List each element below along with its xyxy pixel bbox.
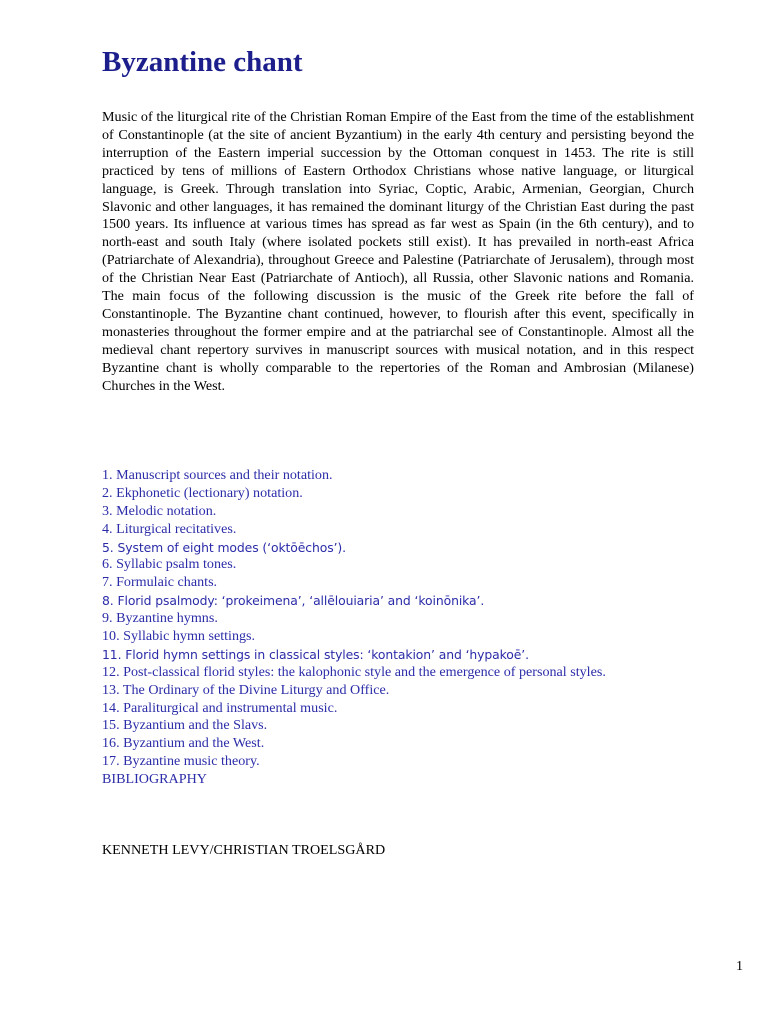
toc-item-10[interactable]: 10. Syllabic hymn settings.: [102, 628, 256, 645]
toc-item-9[interactable]: 9. Byzantine hymns.: [102, 610, 218, 627]
table-of-contents: [102, 467, 606, 789]
toc-item-12[interactable]: 12. Post-classical florid styles: the kalophonic style and the emergence of personal styles.: [102, 663, 606, 680]
toc-item-15[interactable]: 15. Byzantium and the Slavs.: [102, 717, 268, 734]
toc-item-13[interactable]: 13. The Ordinary of the Divine Liturgy and Office.: [102, 681, 390, 698]
toc-item-11[interactable]: 11. Florid hymn settings in classical styles: ‘kontakion’ and ‘hypakoē’.: [102, 646, 529, 662]
toc-item-6[interactable]: 6. Syllabic psalm tones.: [102, 556, 237, 573]
toc-item-bibliography[interactable]: BIBLIOGRAPHY: [102, 771, 207, 788]
toc-item-3[interactable]: 3. Melodic notation.: [102, 502, 217, 519]
toc-item-17[interactable]: 17. Byzantine music theory.: [102, 753, 260, 770]
document-page: [102, 0, 694, 1024]
toc-item-7[interactable]: 7. Formulaic chants.: [102, 574, 218, 591]
toc-item-2[interactable]: 2. Ekphonetic (lectionary) notation.: [102, 484, 303, 501]
toc-item-5[interactable]: 5. System of eight modes (‘oktōēchos’).: [102, 539, 347, 555]
authors-line: KENNETH LEVY/CHRISTIAN TROELSGÅRD: [102, 842, 386, 858]
page-number: 1: [735, 958, 743, 974]
toc-item-16[interactable]: 16. Byzantium and the West.: [102, 735, 265, 752]
toc-item-4[interactable]: 4. Liturgical recitatives.: [102, 520, 237, 537]
toc-item-8[interactable]: 8. Florid psalmody: ‘prokeimena’, ‘allēlouiaria’ and ‘koinōnika’.: [102, 593, 485, 609]
toc-item-14[interactable]: 14. Paraliturgical and instrumental music.: [102, 699, 338, 716]
toc-item-1[interactable]: 1. Manuscript sources and their notation.: [102, 467, 333, 483]
intro-paragraph: Music of the liturgical rite of the Christian Roman Empire of the East from the time of the establishment of Constantinople (at the site of ancient Byzantium) in the early 4th century and persisting beyond the interruption of the Eastern imperial succession by the Ottoman conquest in 1453. The rite is still practiced by tens of millions of Eastern Orthodox Christians whose native language, or liturgical language, is Greek. Through translation into Syriac, Coptic, Arabic, Armenian, Georgian, Church Slavonic and other languages, it has remained the dominant liturgy of the Christian East during the past 1500 years. Its influence at various times has spread as far west as Spain (in the 6th century), and to north-east and south Italy (where isolated pockets still exist). It has prevailed in north-east Africa (Patriarchate of Alexandria), throughout Greece and Palestine (Patriarchate of Jerusalem), through most of the Christian Near East (Patriarchate of Antioch), all Russia, other Slavonic nations and Romania. The main focus of the following discussion is the music of the Greek rite before the fall of Constantinople. The Byzantine chant continued, however, to flourish after this event, specifically in monasteries throughout the former empire and at the patriarchal see of Constantinople. Almost all the medieval chant repertory survives in manuscript sources with musical notation, and in this respect Byzantine chant is wholly comparable to the repertories of the Roman and Ambrosian (Milanese) Churches in the West.: [102, 109, 694, 394]
page-title: Byzantine chant: [102, 46, 303, 78]
